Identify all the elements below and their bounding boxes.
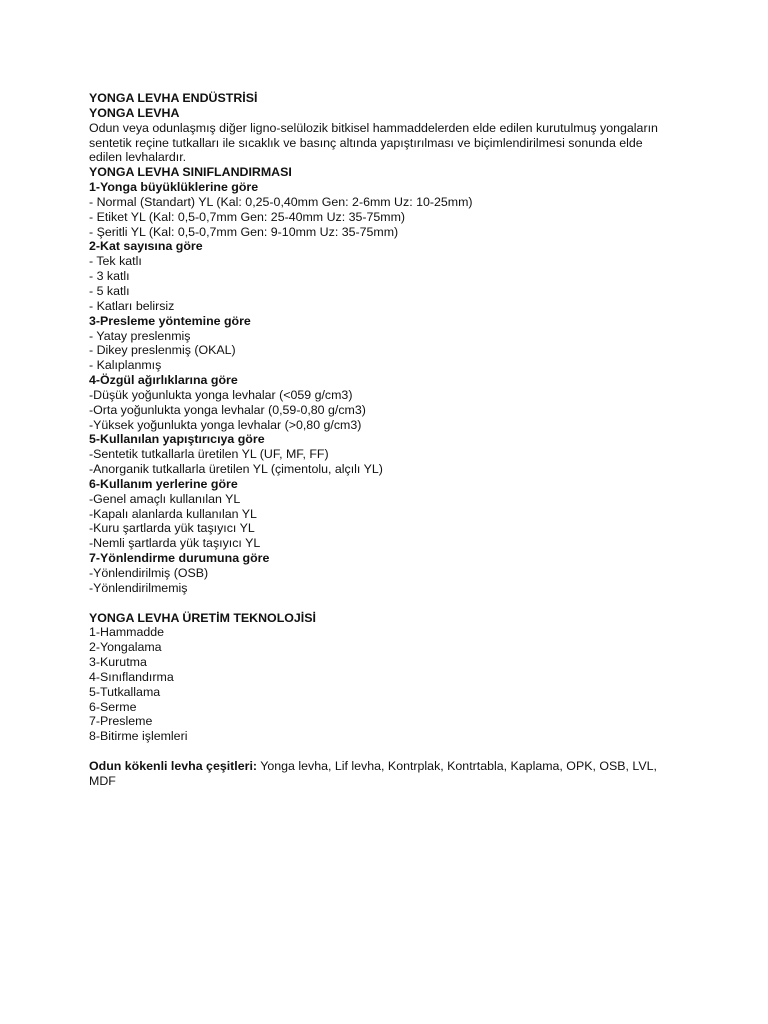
technology-step: 8-Bitirme işlemleri bbox=[89, 729, 188, 744]
list-item: - Normal (Standart) YL (Kal: 0,25-0,40mm Gen: 2-6mm Uz: 10-25mm) bbox=[89, 194, 473, 209]
list-item: - Katları belirsiz bbox=[89, 298, 175, 313]
list-item: -Sentetik tutkallarla üretilen YL (UF, MF, FF) bbox=[89, 447, 329, 462]
list-item: - 3 katlı bbox=[89, 269, 130, 284]
document-title: YONGA LEVHA ENDÜSTRİSİ bbox=[89, 91, 258, 105]
section-heading: 1-Yonga büyüklüklerine göre bbox=[89, 180, 259, 195]
list-item: -Düşük yoğunlukta yonga levhalar (<059 g/cm3) bbox=[89, 387, 353, 402]
technology-step: 7-Presleme bbox=[89, 714, 153, 729]
wood-panel-types-list: Yonga levha, Lif levha, Kontrplak, Kontrtabla, Kaplama, OPK, OSB, LVL, MDF bbox=[89, 758, 657, 788]
technology-title: YONGA LEVHA ÜRETİM TEKNOLOJİSİ bbox=[89, 610, 316, 625]
list-item: -Orta yoğunlukta yonga levhalar (0,59-0,80 g/cm3) bbox=[89, 402, 366, 417]
list-item: -Genel amaçlı kullanılan YL bbox=[89, 491, 241, 506]
technology-step: 6-Serme bbox=[89, 699, 137, 714]
section-heading: 5-Kullanılan yapıştırıcıya göre bbox=[89, 432, 265, 447]
list-item: - Şeritli YL (Kal: 0,5-0,7mm Gen: 9-10mm Uz: 35-75mm) bbox=[89, 224, 399, 239]
classification-title: YONGA LEVHA SINIFLANDIRMASI bbox=[89, 165, 292, 180]
list-item: - Dikey preslenmiş (OKAL) bbox=[89, 343, 236, 358]
list-item: - 5 katlı bbox=[89, 283, 130, 298]
list-item: -Yönlendirilmemiş bbox=[89, 580, 188, 595]
list-item: -Nemli şartlarda yük taşıyıcı YL bbox=[89, 536, 261, 551]
list-item: -Anorganik tutkallarla üretilen YL (çimentolu, alçılı YL) bbox=[89, 462, 383, 477]
intro-line: sentetik reçine tutkalları ile sıcaklık ve basınç altında yapıştırılması ve biçimlendirilmesi sonunda elde bbox=[89, 135, 643, 150]
wood-panel-types-label: Odun kökenli levha çeşitleri: bbox=[89, 758, 258, 773]
list-item: -Yönlendirilmiş (OSB) bbox=[89, 566, 209, 580]
list-item: - Yatay preslenmiş bbox=[89, 328, 191, 343]
wood-panel-types-paragraph bbox=[89, 759, 674, 789]
list-item: - Tek katlı bbox=[89, 254, 142, 269]
section-heading: 7-Yönlendirme durumuna göre bbox=[89, 551, 270, 566]
spacer bbox=[89, 744, 689, 759]
list-item: -Yüksek yoğunlukta yonga levhalar (>0,80 g/cm3) bbox=[89, 417, 362, 432]
technology-step: 1-Hammadde bbox=[89, 625, 165, 640]
list-item: -Kuru şartlarda yük taşıyıcı YL bbox=[89, 521, 255, 536]
list-item: - Etiket YL (Kal: 0,5-0,7mm Gen: 25-40mm Uz: 35-75mm) bbox=[89, 209, 406, 224]
technology-step: 2-Yongalama bbox=[89, 640, 162, 655]
section-title: YONGA LEVHA bbox=[89, 105, 180, 120]
technology-step: 3-Kurutma bbox=[89, 655, 147, 670]
section-heading: 4-Özgül ağırlıklarına göre bbox=[89, 373, 238, 388]
intro-line: Odun veya odunlaşmış diğer ligno-selülozik bitkisel hammaddelerden elde edilen kurutulmuş yongaların bbox=[89, 120, 658, 135]
document-body bbox=[89, 91, 689, 789]
section-heading: 3-Presleme yöntemine göre bbox=[89, 313, 251, 328]
section-heading: 6-Kullanım yerlerine göre bbox=[89, 476, 238, 491]
list-item: -Kapalı alanlarda kullanılan YL bbox=[89, 506, 257, 521]
technology-step: 4-Sınıflandırma bbox=[89, 669, 174, 684]
section-heading: 2-Kat sayısına göre bbox=[89, 239, 203, 254]
technology-step: 5-Tutkallama bbox=[89, 684, 161, 699]
spacer bbox=[89, 596, 689, 611]
list-item: - Kalıplanmış bbox=[89, 358, 162, 373]
intro-line: edilen levhalardır. bbox=[89, 150, 187, 165]
